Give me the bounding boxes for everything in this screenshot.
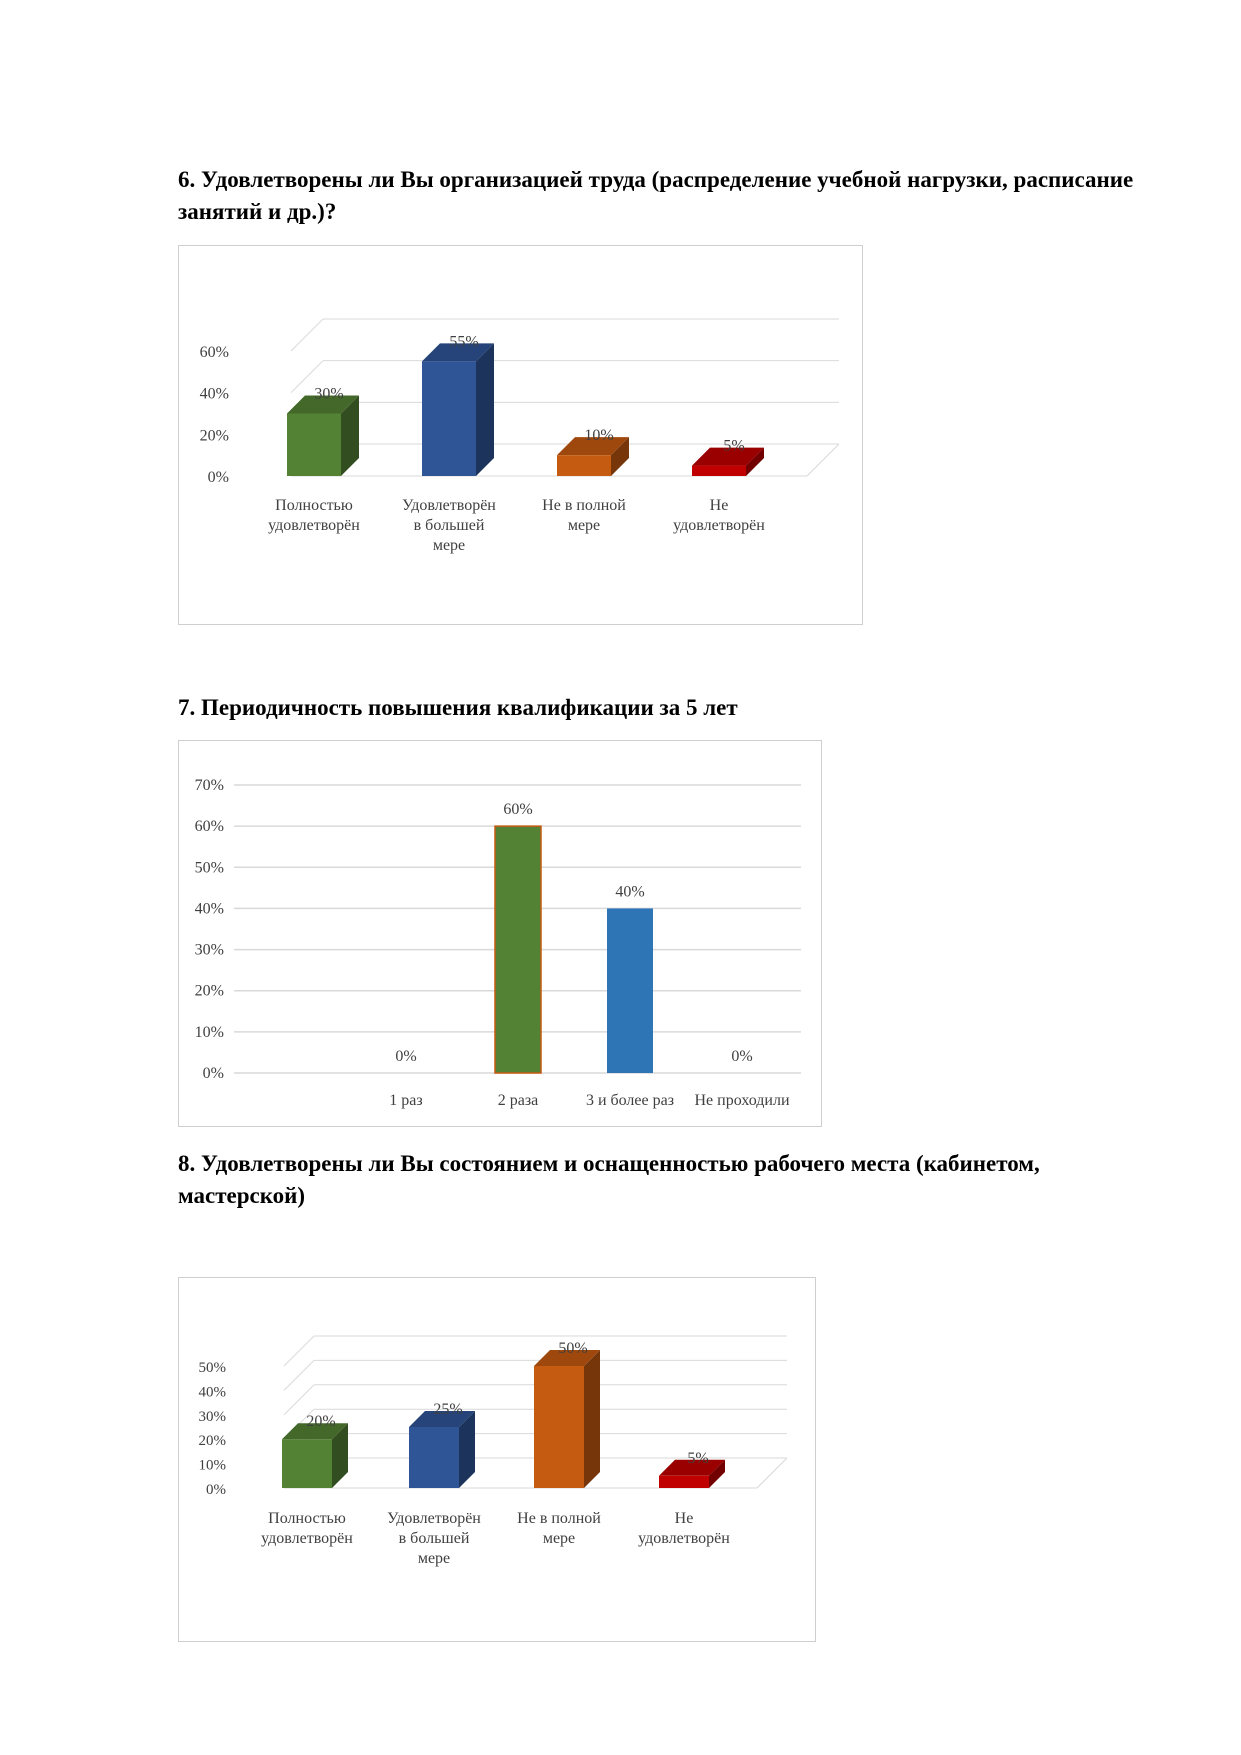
bar-side: [584, 1350, 600, 1488]
y-tick-label: 0%: [202, 1065, 224, 1082]
y-tick-label: 50%: [194, 859, 224, 877]
category-label: мере: [542, 1530, 576, 1547]
chart-qualification-frequency: [178, 740, 822, 1127]
question-7-heading: 7. Периодичность повышения квалификации за 5 лет: [178, 695, 738, 720]
category-label: мере: [432, 537, 466, 554]
y-tick-label: 20%: [198, 1433, 226, 1450]
y-tick-label: 0%: [206, 1482, 226, 1498]
y-tick-label: 10%: [198, 1457, 226, 1474]
bar-side: [476, 343, 494, 476]
category-label: удовлетворён: [268, 517, 360, 534]
grid-diagonal: [284, 1336, 314, 1366]
question-6-heading: 6. Удовлетворены ли Вы организацией труда (распределение учебной нагрузки, расписание занятий и др.)?: [178, 167, 1134, 224]
bar: [534, 1366, 584, 1488]
category-label: удовлетворён: [638, 1530, 730, 1547]
y-tick-label: 70%: [194, 777, 224, 794]
data-label: 5%: [723, 437, 745, 455]
y-tick-label: 30%: [198, 1408, 226, 1425]
category-label: удовлетворён: [261, 1530, 353, 1547]
y-tick-label: 40%: [198, 1384, 226, 1401]
category-label: 1 раз: [389, 1092, 423, 1109]
bar: [287, 414, 341, 477]
question-8-heading: 8. Удовлетворены ли Вы состоянием и оснащенностью рабочего места (кабинетом, мастерской): [178, 1151, 1040, 1208]
y-tick-label: 30%: [194, 941, 224, 959]
data-label: 55%: [449, 333, 479, 351]
category-label: мере: [567, 517, 601, 534]
data-label: 60%: [503, 801, 533, 819]
data-label: 0%: [731, 1048, 753, 1065]
category-label: Удовлетворён: [402, 497, 496, 514]
y-tick-label: 20%: [199, 427, 229, 445]
category-label: Не в полной: [517, 1510, 601, 1527]
grid-diagonal: [284, 1385, 314, 1415]
y-tick-label: 60%: [199, 344, 229, 361]
data-label: 5%: [687, 1449, 709, 1467]
category-label: удовлетворён: [673, 517, 765, 534]
y-tick-label: 0%: [207, 469, 229, 486]
category-label: 2 раза: [497, 1092, 539, 1109]
floor-diagonal: [807, 444, 839, 476]
bar: [409, 1427, 459, 1488]
data-label: 50%: [558, 1340, 588, 1357]
category-label: Не: [709, 497, 729, 514]
chart-organization-satisfaction: [178, 245, 863, 625]
bar: [607, 908, 653, 1073]
y-tick-label: 20%: [194, 982, 224, 1000]
data-label: 0%: [395, 1048, 417, 1065]
data-label: 40%: [615, 883, 645, 901]
data-label: 25%: [433, 1401, 463, 1418]
y-tick-label: 40%: [194, 900, 224, 918]
category-label: Не: [674, 1510, 694, 1527]
bar: [422, 361, 476, 476]
bar: [282, 1439, 332, 1488]
category-label: мере: [417, 1550, 451, 1567]
category-label: Удовлетворён: [387, 1510, 481, 1527]
category-label: в большей: [413, 517, 485, 534]
category-label: в большей: [398, 1530, 470, 1547]
y-tick-label: 40%: [199, 385, 229, 403]
bar: [495, 826, 541, 1073]
bar: [659, 1476, 709, 1488]
chart-qualification-frequency-svg: [179, 741, 823, 1128]
y-tick-label: 60%: [194, 818, 224, 836]
chart-workplace-satisfaction-svg: [179, 1278, 817, 1643]
grid-diagonal: [284, 1360, 314, 1390]
data-label: 10%: [584, 427, 614, 445]
category-label: Не в полной: [542, 497, 626, 514]
bar: [557, 455, 611, 476]
y-tick-label: 50%: [198, 1360, 226, 1376]
bar: [692, 466, 746, 476]
category-label: Полностью: [275, 497, 353, 514]
data-label: 20%: [306, 1413, 336, 1431]
chart-organization-satisfaction-svg: [179, 246, 864, 626]
data-label: 30%: [314, 385, 344, 403]
floor-diagonal: [757, 1458, 787, 1488]
y-tick-label: 10%: [194, 1023, 224, 1041]
grid-diagonal: [291, 319, 323, 351]
category-label: Полностью: [268, 1510, 346, 1527]
category-label: 3 и более раз: [585, 1092, 675, 1109]
category-label: Не проходили: [694, 1092, 790, 1109]
chart-workplace-satisfaction: [178, 1277, 816, 1642]
